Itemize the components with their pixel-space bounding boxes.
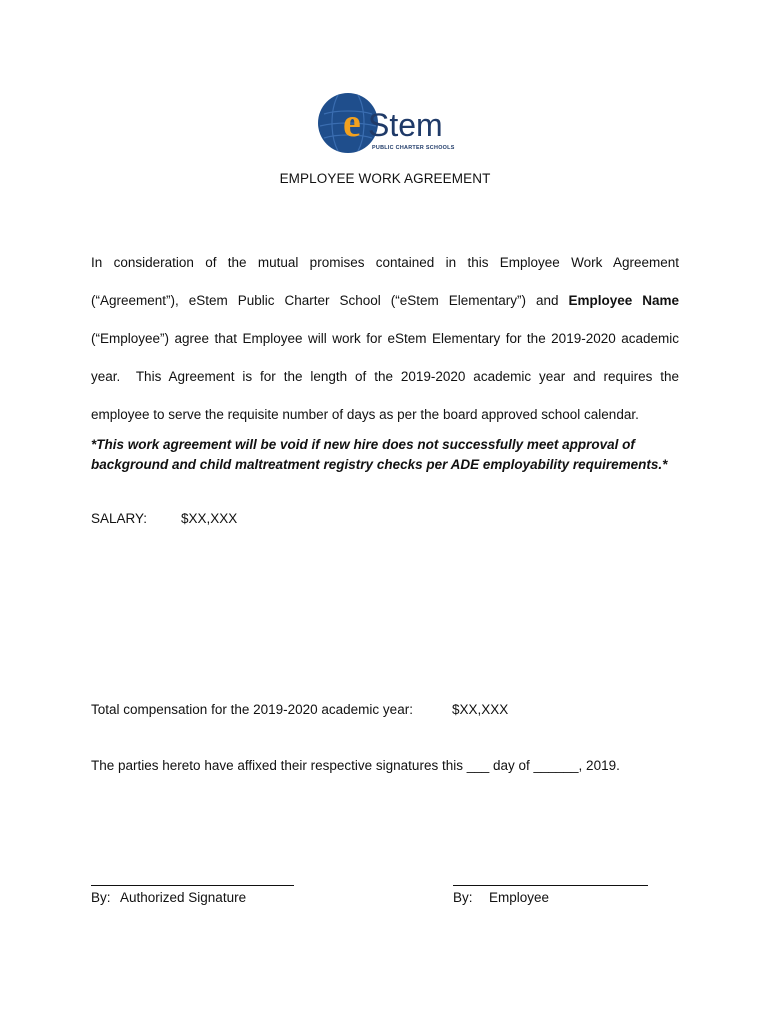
agreement-paragraph: [91, 244, 679, 434]
logo-letter-e: e: [343, 100, 361, 145]
salary-value: $XX,XXX: [181, 511, 238, 526]
document-title: EMPLOYEE WORK AGREEMENT: [279, 171, 491, 186]
authorized-by-label: By:: [91, 890, 111, 905]
salary-label: SALARY:: [91, 511, 148, 526]
employee-signature-label: Employee: [489, 890, 550, 905]
authorized-signature-line: [91, 885, 294, 886]
logo-tagline: PUBLIC CHARTER SCHOOLS: [372, 145, 455, 151]
employee-by-label: By:: [453, 890, 473, 905]
employee-signature-line: [453, 885, 648, 886]
estem-logo: [316, 92, 458, 154]
authorized-signature-label: Authorized Signature: [120, 890, 247, 905]
logo-wordmark: Stem: [368, 107, 443, 143]
total-compensation-value: $XX,XXX: [452, 702, 509, 717]
background-check-notice: *This work agreement will be void if new hire does not successfully meet approval of background and child maltreatment registry checks per ADE employability requirements.*: [91, 437, 668, 472]
total-compensation-label: Total compensation for the 2019-2020 academic year:: [91, 702, 413, 717]
paragraph-part-2: (“Employee”) agree that Employee will work for eStem Elementary for the 2019-2020 academic year. This Agreement is for the length of the 2019-2020 academic year and requires the employee to serve the requisite number of days as per the board approved school calendar.: [91, 331, 679, 422]
paragraph-part-1: In consideration of the mutual promises contained in this Employee Work Agreement (“Agreement”), eStem Public Charter School (“eStem Elementary”) and: [91, 255, 679, 308]
signature-sentence: The parties hereto have affixed their respective signatures this ___ day of ______, 2019.: [91, 758, 620, 773]
employee-name-field: Employee Name: [568, 293, 680, 308]
